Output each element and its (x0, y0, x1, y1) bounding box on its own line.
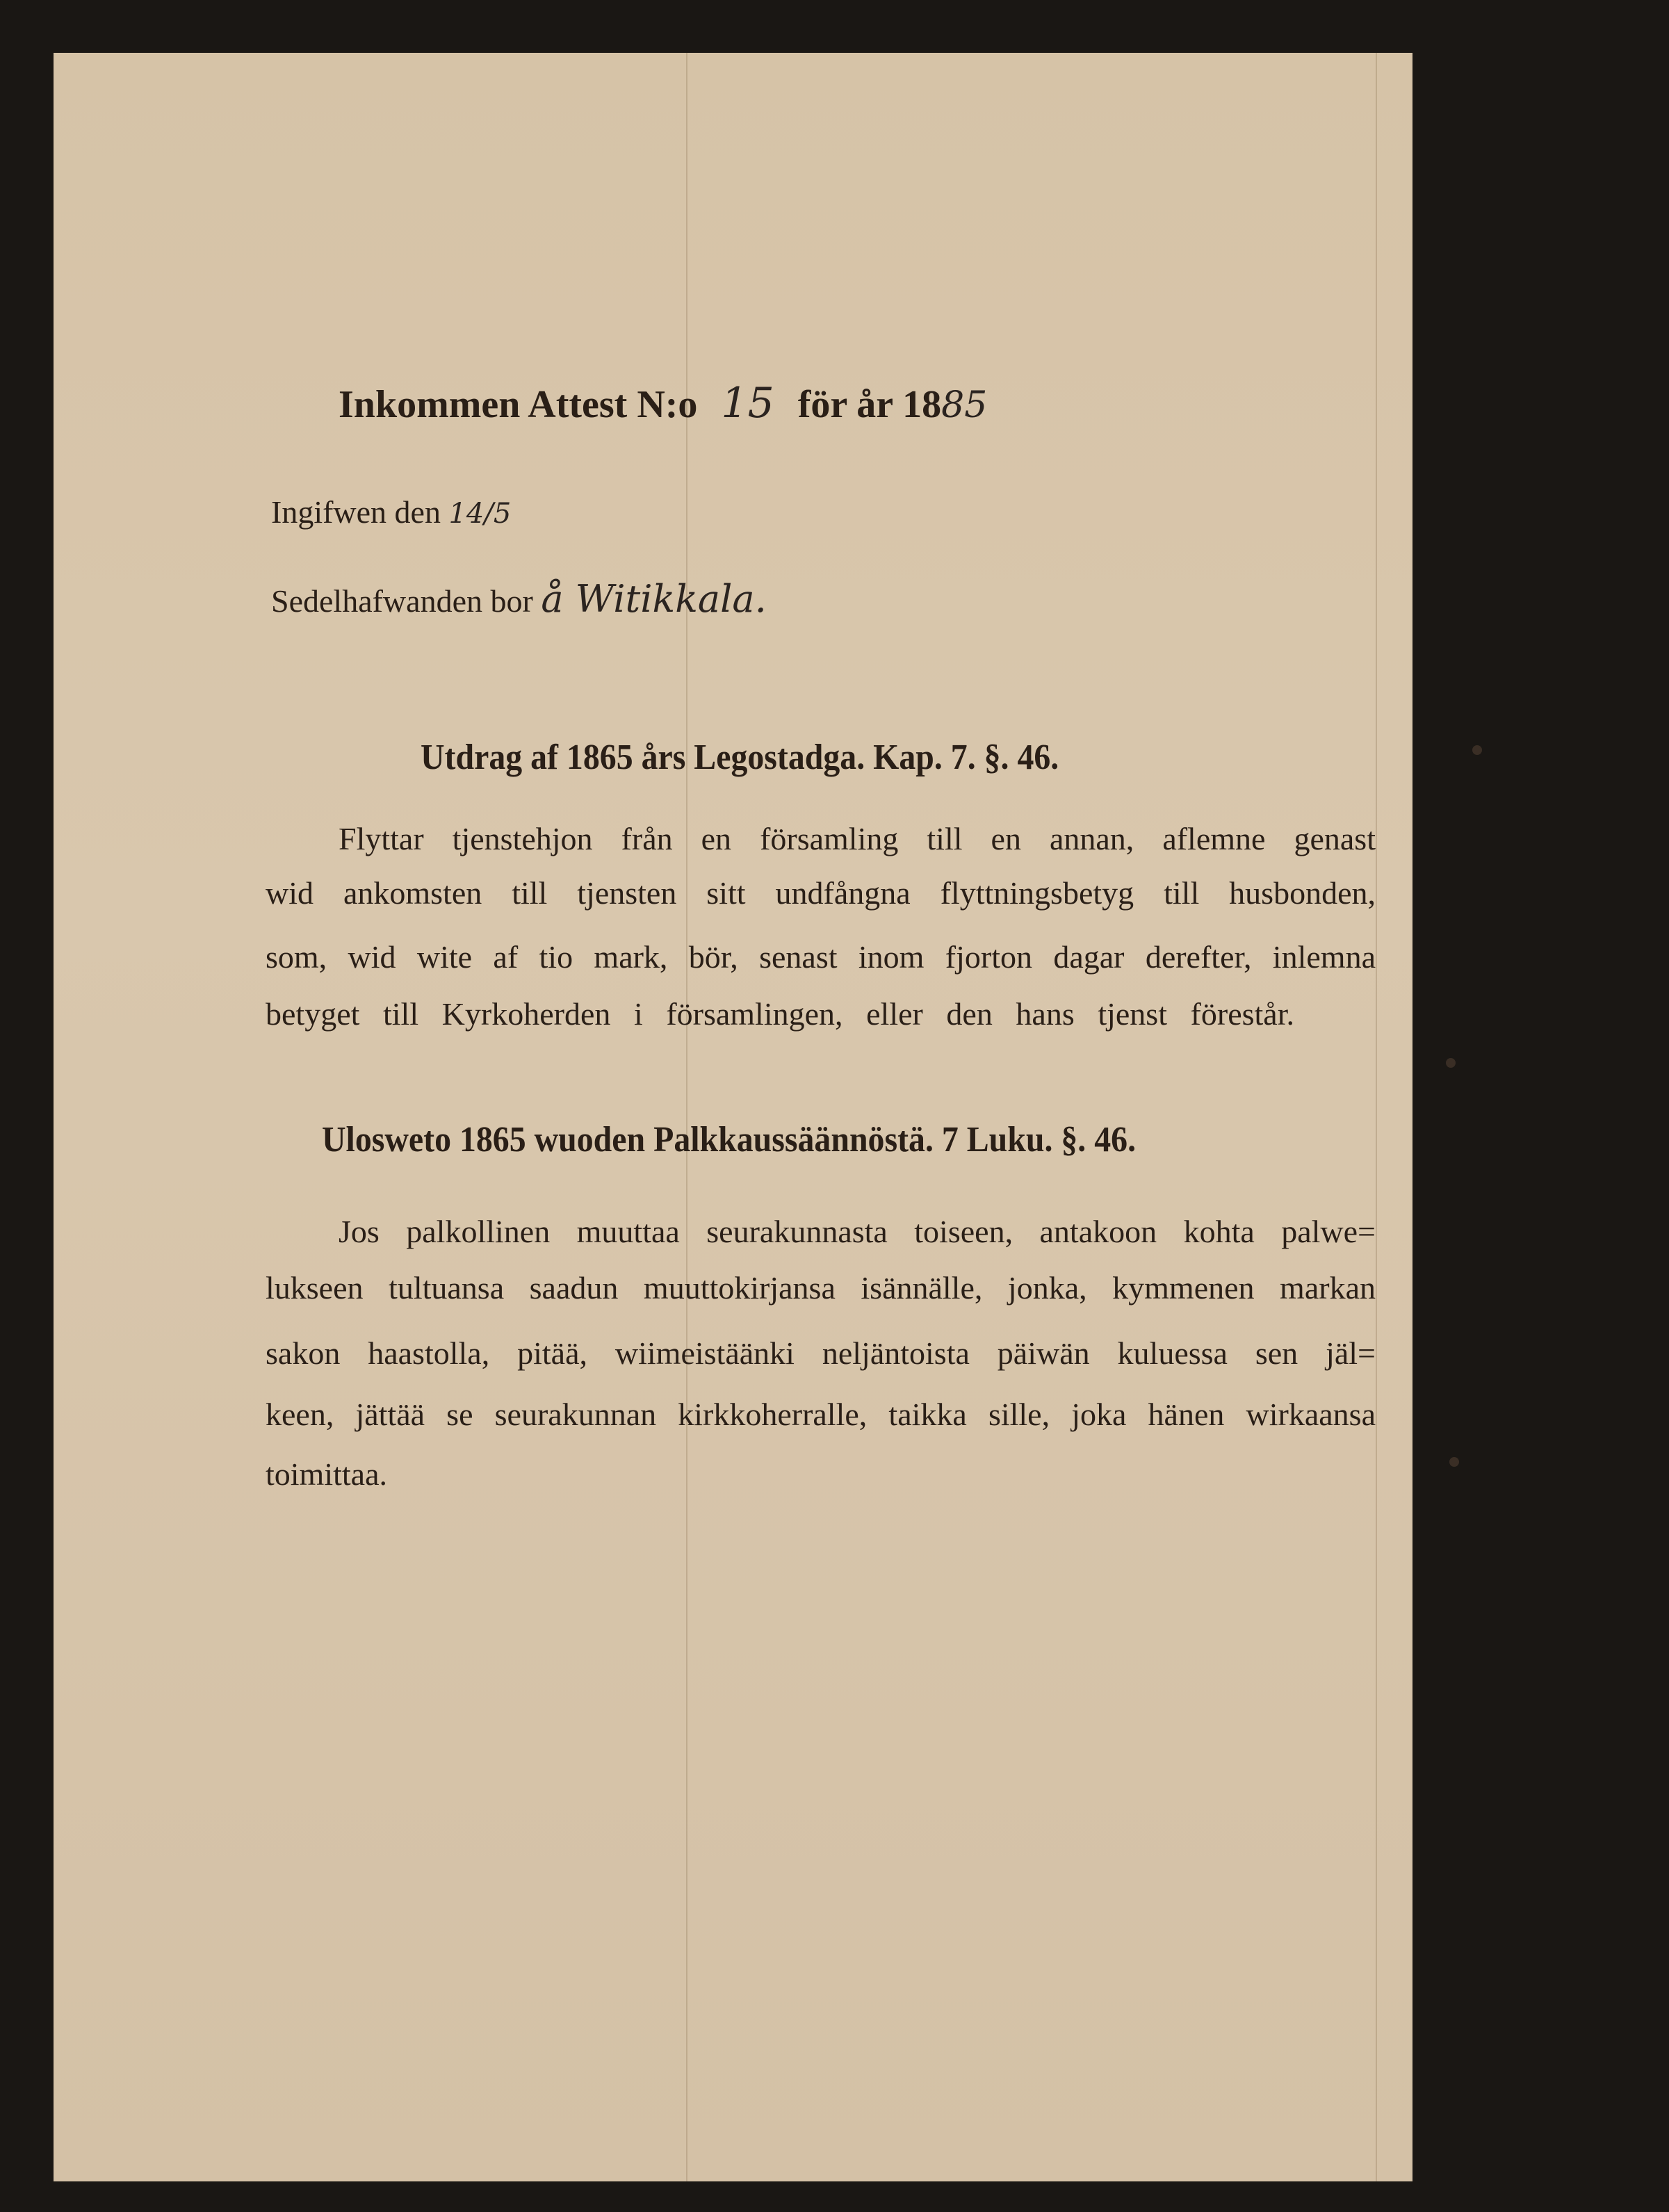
swedish-line: som, wid wite af tio mark, bör, senast inom fjorton dagar derefter, inlemna (266, 939, 1376, 975)
finnish-line: lukseen tultuansa saadun muuttokirjansa isännälle, jonka, kymmenen markan (266, 1270, 1376, 1306)
finnish-line: Jos palkollinen muuttaa seurakunnasta toiseen, antakoon kohta palwe= (339, 1214, 1376, 1249)
document-page (54, 53, 1412, 2181)
year-suffix: 85 (941, 384, 988, 426)
title-prefix: Inkommen Attest N:o (339, 383, 698, 426)
submitted-label: Ingifwen den (271, 494, 441, 530)
finnish-line: toimittaa. (266, 1456, 388, 1492)
swedish-line: betyget till Kyrkoherden i församlingen, eller den hans tjenst förestår. (266, 996, 1294, 1032)
stain-spot (1446, 1058, 1456, 1068)
certificate-number: 15 (721, 379, 774, 428)
resident-place: å Witikkala. (541, 577, 767, 621)
certificate-title (339, 379, 987, 428)
swedish-line: wid ankomsten till tjensten sitt undfångna flyttningsbetyg till husbonden, (266, 875, 1376, 911)
finnish-heading: Ulosweto 1865 wuoden Palkkaussäännöstä. 7 Luku. §. 46. (322, 1120, 1137, 1160)
swedish-heading: Utdrag af 1865 års Legostadga. Kap. 7. §. 46. (421, 738, 1059, 777)
resident-row (271, 577, 767, 621)
finnish-line: sakon haastolla, pitää, wiimeistäänki neljäntoista päiwän kuluessa sen jäl= (266, 1335, 1376, 1371)
stain-spot (1449, 1457, 1459, 1467)
submitted-date: 14/5 (448, 498, 512, 530)
swedish-line: Flyttar tjenstehjon från en församling till en annan, aflemne genast (339, 821, 1376, 856)
resident-label: Sedelhafwanden bor (271, 583, 533, 619)
finnish-line: keen, jättää se seurakunnan kirkkoherralle, taikka sille, joka hänen wirkaansa (266, 1397, 1376, 1432)
right-fold (1376, 53, 1377, 2181)
submitted-date-row (271, 494, 511, 530)
year-label: för år 18 (797, 383, 942, 426)
stain-spot (1472, 745, 1482, 755)
center-fold (686, 53, 687, 2181)
